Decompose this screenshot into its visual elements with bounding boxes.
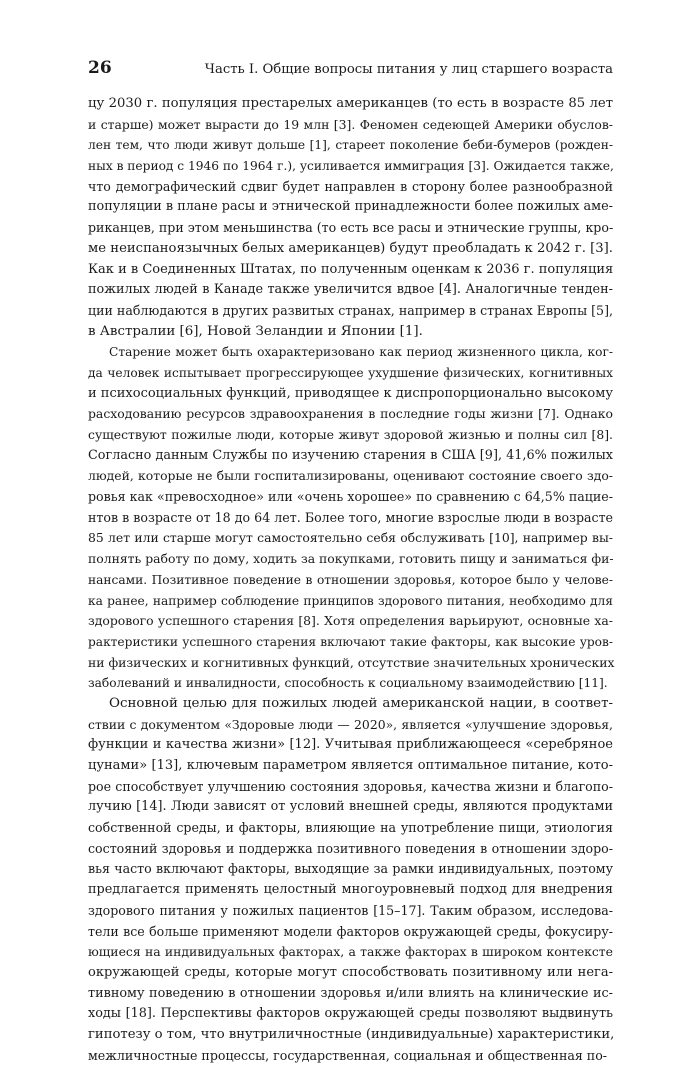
text-line: собственной среды, и факторы, влияющие на употребление пищи, этиология — [88, 820, 613, 836]
text-line: межличностные процессы, государственная, социальная и общественная по- — [88, 1047, 608, 1063]
text-line: Как и в Соединенных Штатах, по полученным оценкам к 2036 г. популяция — [88, 261, 614, 277]
text-line: ствии с документом «Здоровые люди — 2020», является «улучшение здоровья, — [88, 716, 613, 732]
text-line: здорового успешного старения [8]. Хотя определения варьируют, основные ха- — [88, 613, 613, 629]
text-line: ных в период с 1946 по 1964 г.), усиливается иммиграция [3]. Ожидается также, — [88, 159, 614, 174]
text-line: и психосоциальных функций, приводящее к диспропорционально высокому — [88, 385, 613, 401]
text-line: рактеристики успешного старения включают такие факторы, как высокие уров- — [88, 634, 613, 649]
text-line: ровья как «превосходное» или «очень хорошее» по сравнению с 64,5% пацие- — [88, 489, 613, 505]
text-line: ме неиспаноязычных белых американцев) будут преобладать к 2042 г. [3]. — [88, 240, 613, 256]
text-line: ка ранее, например соблюдение принципов здорового питания, необходимо для — [88, 593, 613, 608]
body-text — [88, 94, 613, 1066]
text-line: риканцев, при этом меньшинства (то есть все расы и этнические группы, кро- — [88, 220, 614, 236]
text-line: в Австралии [6], Новой Зеландии и Японии [1]. — [88, 323, 423, 339]
text-line: ции наблюдаются в других развитых странах, например в странах Европы [5], — [88, 302, 613, 318]
paragraph — [88, 94, 613, 342]
paragraph — [88, 342, 613, 694]
text-line: что демографический сдвиг будет направлен в сторону более разнообразной — [88, 178, 613, 194]
text-line: полнять работу по дому, ходить за покупками, готовить пищу и заниматься фи- — [88, 551, 614, 567]
text-line: окружающей среды, которые могут способствовать позитивному или нега- — [88, 964, 613, 980]
text-line: здорового питания у пожилых пациентов [15–17]. Таким образом, исследова- — [88, 902, 613, 918]
page-number: 26 — [88, 58, 112, 78]
text-line: тивному поведению в отношении здоровья и/или влиять на клинические ис- — [88, 985, 613, 1001]
text-line: функции и качества жизни» [12]. Учитывая приближающееся «серебряное — [88, 737, 613, 753]
text-line: ющиеся на индивидуальных факторах, а также факторах в широком контексте — [88, 944, 613, 960]
text-line: цунами» [13], ключевым параметром является оптимальное питание, кото- — [88, 758, 613, 773]
text-line: да человек испытывает прогрессирующее ухудшение физических, когнитивных — [88, 365, 613, 380]
text-line: Старение может быть охарактеризовано как период жизненного цикла, ког- — [109, 345, 613, 360]
text-line: 85 лет или старше могут самостоятельно себя обслуживать [10], например вы- — [88, 530, 613, 546]
text-line: людей, которые не были госпитализированы, оценивают состояние своего здо- — [88, 468, 613, 484]
page-header — [88, 58, 613, 82]
text-line: цу 2030 г. популяция престарелых американцев (то есть в возрасте 85 лет — [88, 96, 613, 111]
text-line: расходованию ресурсов здравоохранения в последние годы жизни [7]. Однако — [88, 406, 613, 422]
text-line: нансами. Позитивное поведение в отношении здоровья, которое было у челове- — [88, 572, 613, 587]
text-line: гипотезу о том, что внутриличностные (индивидуальные) характеристики, — [88, 1026, 615, 1042]
text-line: рое способствует улучшению состояния здоровья, качества жизни и благопо- — [88, 778, 613, 794]
text-line: тели все больше применяют модели факторов окружающей среды, фокусиру- — [88, 923, 613, 939]
text-line: нтов в возрасте от 18 до 64 лет. Более того, многие взрослые люди в возрасте — [88, 509, 613, 525]
text-line: Основной целью для пожилых людей американской нации, в соответ- — [109, 695, 613, 711]
text-line: заболеваний и инвалидности, способность к социальному взаимодействию [11]. — [88, 676, 608, 691]
text-line: существуют пожилые люди, которые живут здоровой жизнью и полны сил [8]. — [88, 427, 613, 442]
text-line: ни физических и когнитивных функций, отсутствие значительных хронических — [88, 654, 615, 670]
text-line: вья часто включают факторы, выходящие за рамки индивидуальных, поэтому — [88, 861, 613, 877]
text-line: и старше) может вырасти до 19 млн [3]. Феномен седеющей Америки обуслов- — [88, 116, 613, 132]
text-line: пожилых людей в Канаде также увеличится вдвое [4]. Аналогичные тенден- — [88, 282, 613, 298]
paragraph — [88, 694, 613, 1066]
text-line: лучию [14]. Люди зависят от условий внешней среды, являются продуктами — [88, 799, 613, 815]
running-title: Часть I. Общие вопросы питания у лиц старшего возраста — [204, 62, 613, 77]
text-line: Согласно данным Службы по изучению старения в США [9], 41,6% пожилых — [88, 447, 613, 463]
text-line: лен тем, что люди живут дольше [1], стареет поколение беби-бумеров (рожден- — [88, 138, 613, 153]
text-line: предлагается применять целостный многоуровневый подход для внедрения — [88, 882, 613, 898]
text-line: ходы [18]. Перспективы факторов окружающей среды позволяют выдвинуть — [88, 1006, 613, 1022]
text-line: популяции в плане расы и этнической принадлежности более пожилых аме- — [88, 199, 613, 215]
text-line: состояний здоровья и поддержка позитивного поведения в отношении здоро- — [88, 840, 613, 856]
